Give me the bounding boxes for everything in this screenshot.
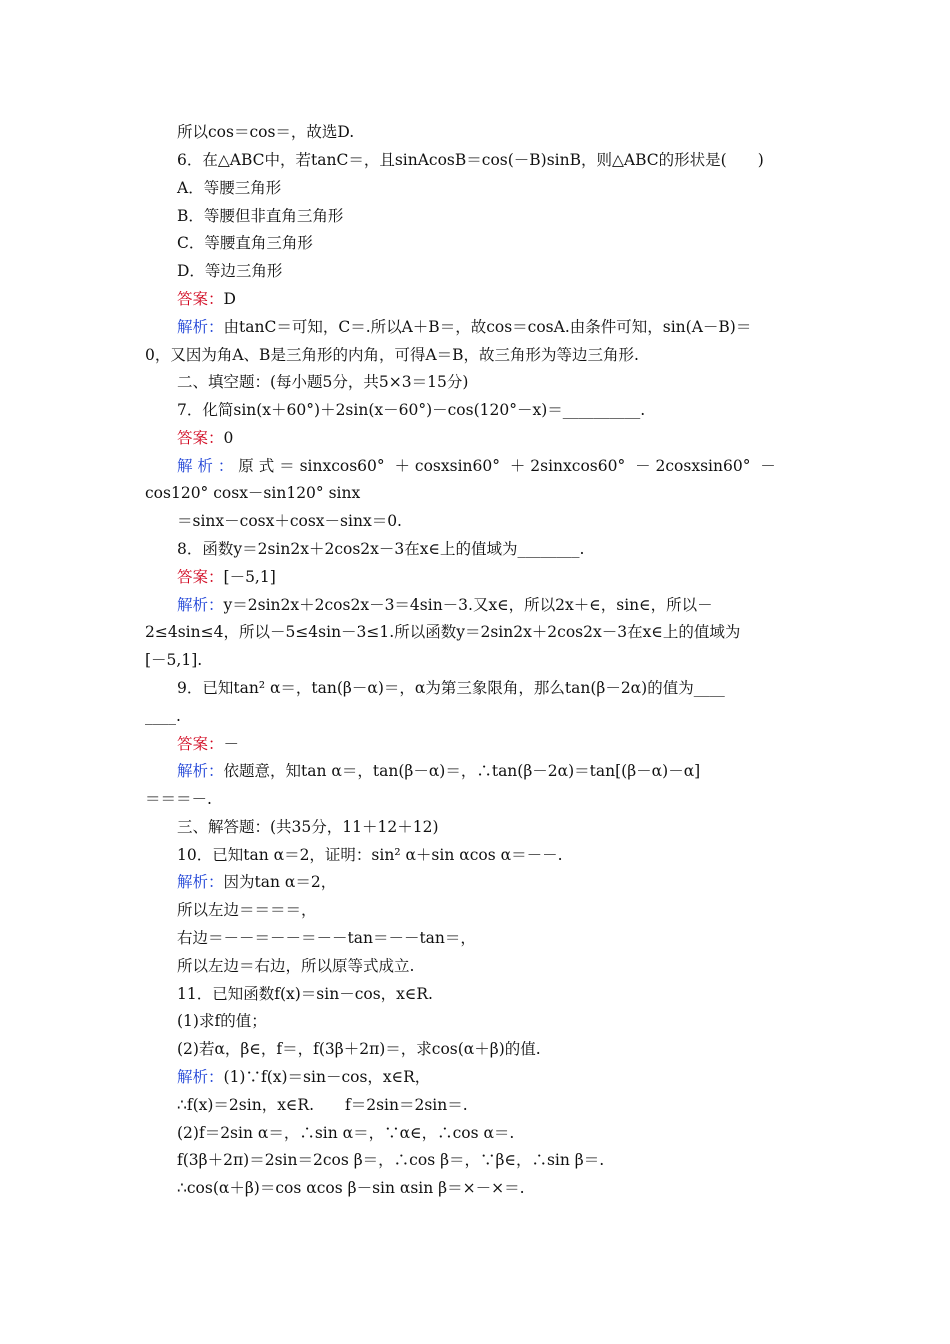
text-line: ＝＝＝－. [145,790,212,808]
answer-line: 答案：D [177,290,236,308]
answer-line: 答案：－ [177,735,240,753]
text-line: cos120° cosx－sin120° sinx [145,484,361,502]
question-11: 11．已知函数f(x)＝sin－cos，x∈R. [177,985,433,1003]
option-d: D．等边三角形 [177,262,283,280]
answer-label: 答案： [177,735,224,753]
text-line: 2≤4sin≤4，所以－5≤4sin－3≤1.所以函数y＝2sin2x＋2cos2x－3在x∈上的值域为 [145,623,741,641]
option-c: C．等腰直角三角形 [177,234,313,252]
analysis-label: 解析： [177,596,224,614]
analysis-line: 解析：由tanC＝可知，C＝.所以A＋B＝，故cos＝cosA.由条件可知，sin(A－B)＝ [177,318,752,336]
answer-label: 答案： [177,290,224,308]
text-line: 所以cos＝cos＝，故选D. [177,123,355,141]
analysis-label: 解析： [177,318,224,336]
text-line: (2)f＝2sin α＝，∴sin α＝，∵α∈，∴cos α＝. [177,1124,515,1142]
analysis-line: 解析：y＝2sin2x＋2cos2x－3＝4sin－3.又x∈，所以2x＋∈，sin∈，所以－ [177,596,713,614]
question-8: 8．函数y＝2sin2x＋2cos2x－3在x∈上的值域为________. [177,540,585,558]
question-6: 6．在△ABC中，若tanC＝，且sinAcosB＝cos(－B)sinB，则△ABC的形状是( ) [177,151,764,169]
text-line: ∴f(x)＝2sin，x∈R. f＝2sin＝2sin＝. [177,1096,468,1114]
analysis-line: 解 析 ： 原 式 ＝ sinxcos60° ＋ cosxsin60° ＋ 2sinxcos60° － 2cosxsin60° － [177,457,776,475]
analysis-line: 解析：依题意，知tan α＝，tan(β－α)＝，∴tan(β－2α)＝tan[(β－α)－α] [177,762,701,780]
text-line: 所以左边＝＝＝＝， [177,901,317,919]
question-7: 7．化简sin(x＋60°)＋2sin(x－60°)－cos(120°－x)＝__________. [177,401,646,419]
analysis-label: 解析： [177,762,224,780]
text-line: ∴cos(α＋β)＝cos αcos β－sin αsin β＝×－×＝. [177,1179,525,1197]
sub-question-1: (1)求f的值； [177,1012,267,1030]
text-line: ＝sinx－cosx＋cosx－sinx＝0. [177,512,402,530]
section-heading: 二、填空题：(每小题5分，共5×3＝15分) [177,373,469,391]
text-line: 右边＝－－＝－－＝－－tan＝－－tan＝， [177,929,476,947]
option-a: A．等腰三角形 [177,179,282,197]
analysis-line: 解析：因为tan α＝2， [177,873,337,891]
text-line: ____. [145,707,181,725]
answer-label: 答案： [177,429,224,447]
sub-question-2: (2)若α，β∈，f＝，f(3β＋2π)＝，求cos(α＋β)的值. [177,1040,541,1058]
analysis-label: 解析： [177,1068,224,1086]
question-9: 9．已知tan² α＝，tan(β－α)＝，α为第三象限角，那么tan(β－2α)的值为____ [177,679,725,697]
option-b: B．等腰但非直角三角形 [177,207,344,225]
analysis-label: 解 析 ： [177,457,234,475]
text-line: 所以左边＝右边，所以原等式成立. [177,957,415,975]
analysis-line: 解析：(1)∵f(x)＝sin－cos，x∈R， [177,1068,431,1086]
text-line: 0，又因为角A、B是三角形的内角，可得A＝B，故三角形为等边三角形. [145,346,639,364]
text-line: [－5,1]. [145,651,203,669]
analysis-label: 解析： [177,873,224,891]
answer-label: 答案： [177,568,224,586]
question-10: 10．已知tan α＝2，证明：sin² α＋sin αcos α＝－－. [177,846,563,864]
section-heading: 三、解答题：(共35分，11＋12＋12) [177,818,439,836]
text-line: f(3β＋2π)＝2sin＝2cos β＝，∴cos β＝，∵β∈，∴sin β＝. [177,1151,605,1169]
answer-line: 答案：0 [177,429,234,447]
answer-line: 答案：[－5,1] [177,568,276,586]
